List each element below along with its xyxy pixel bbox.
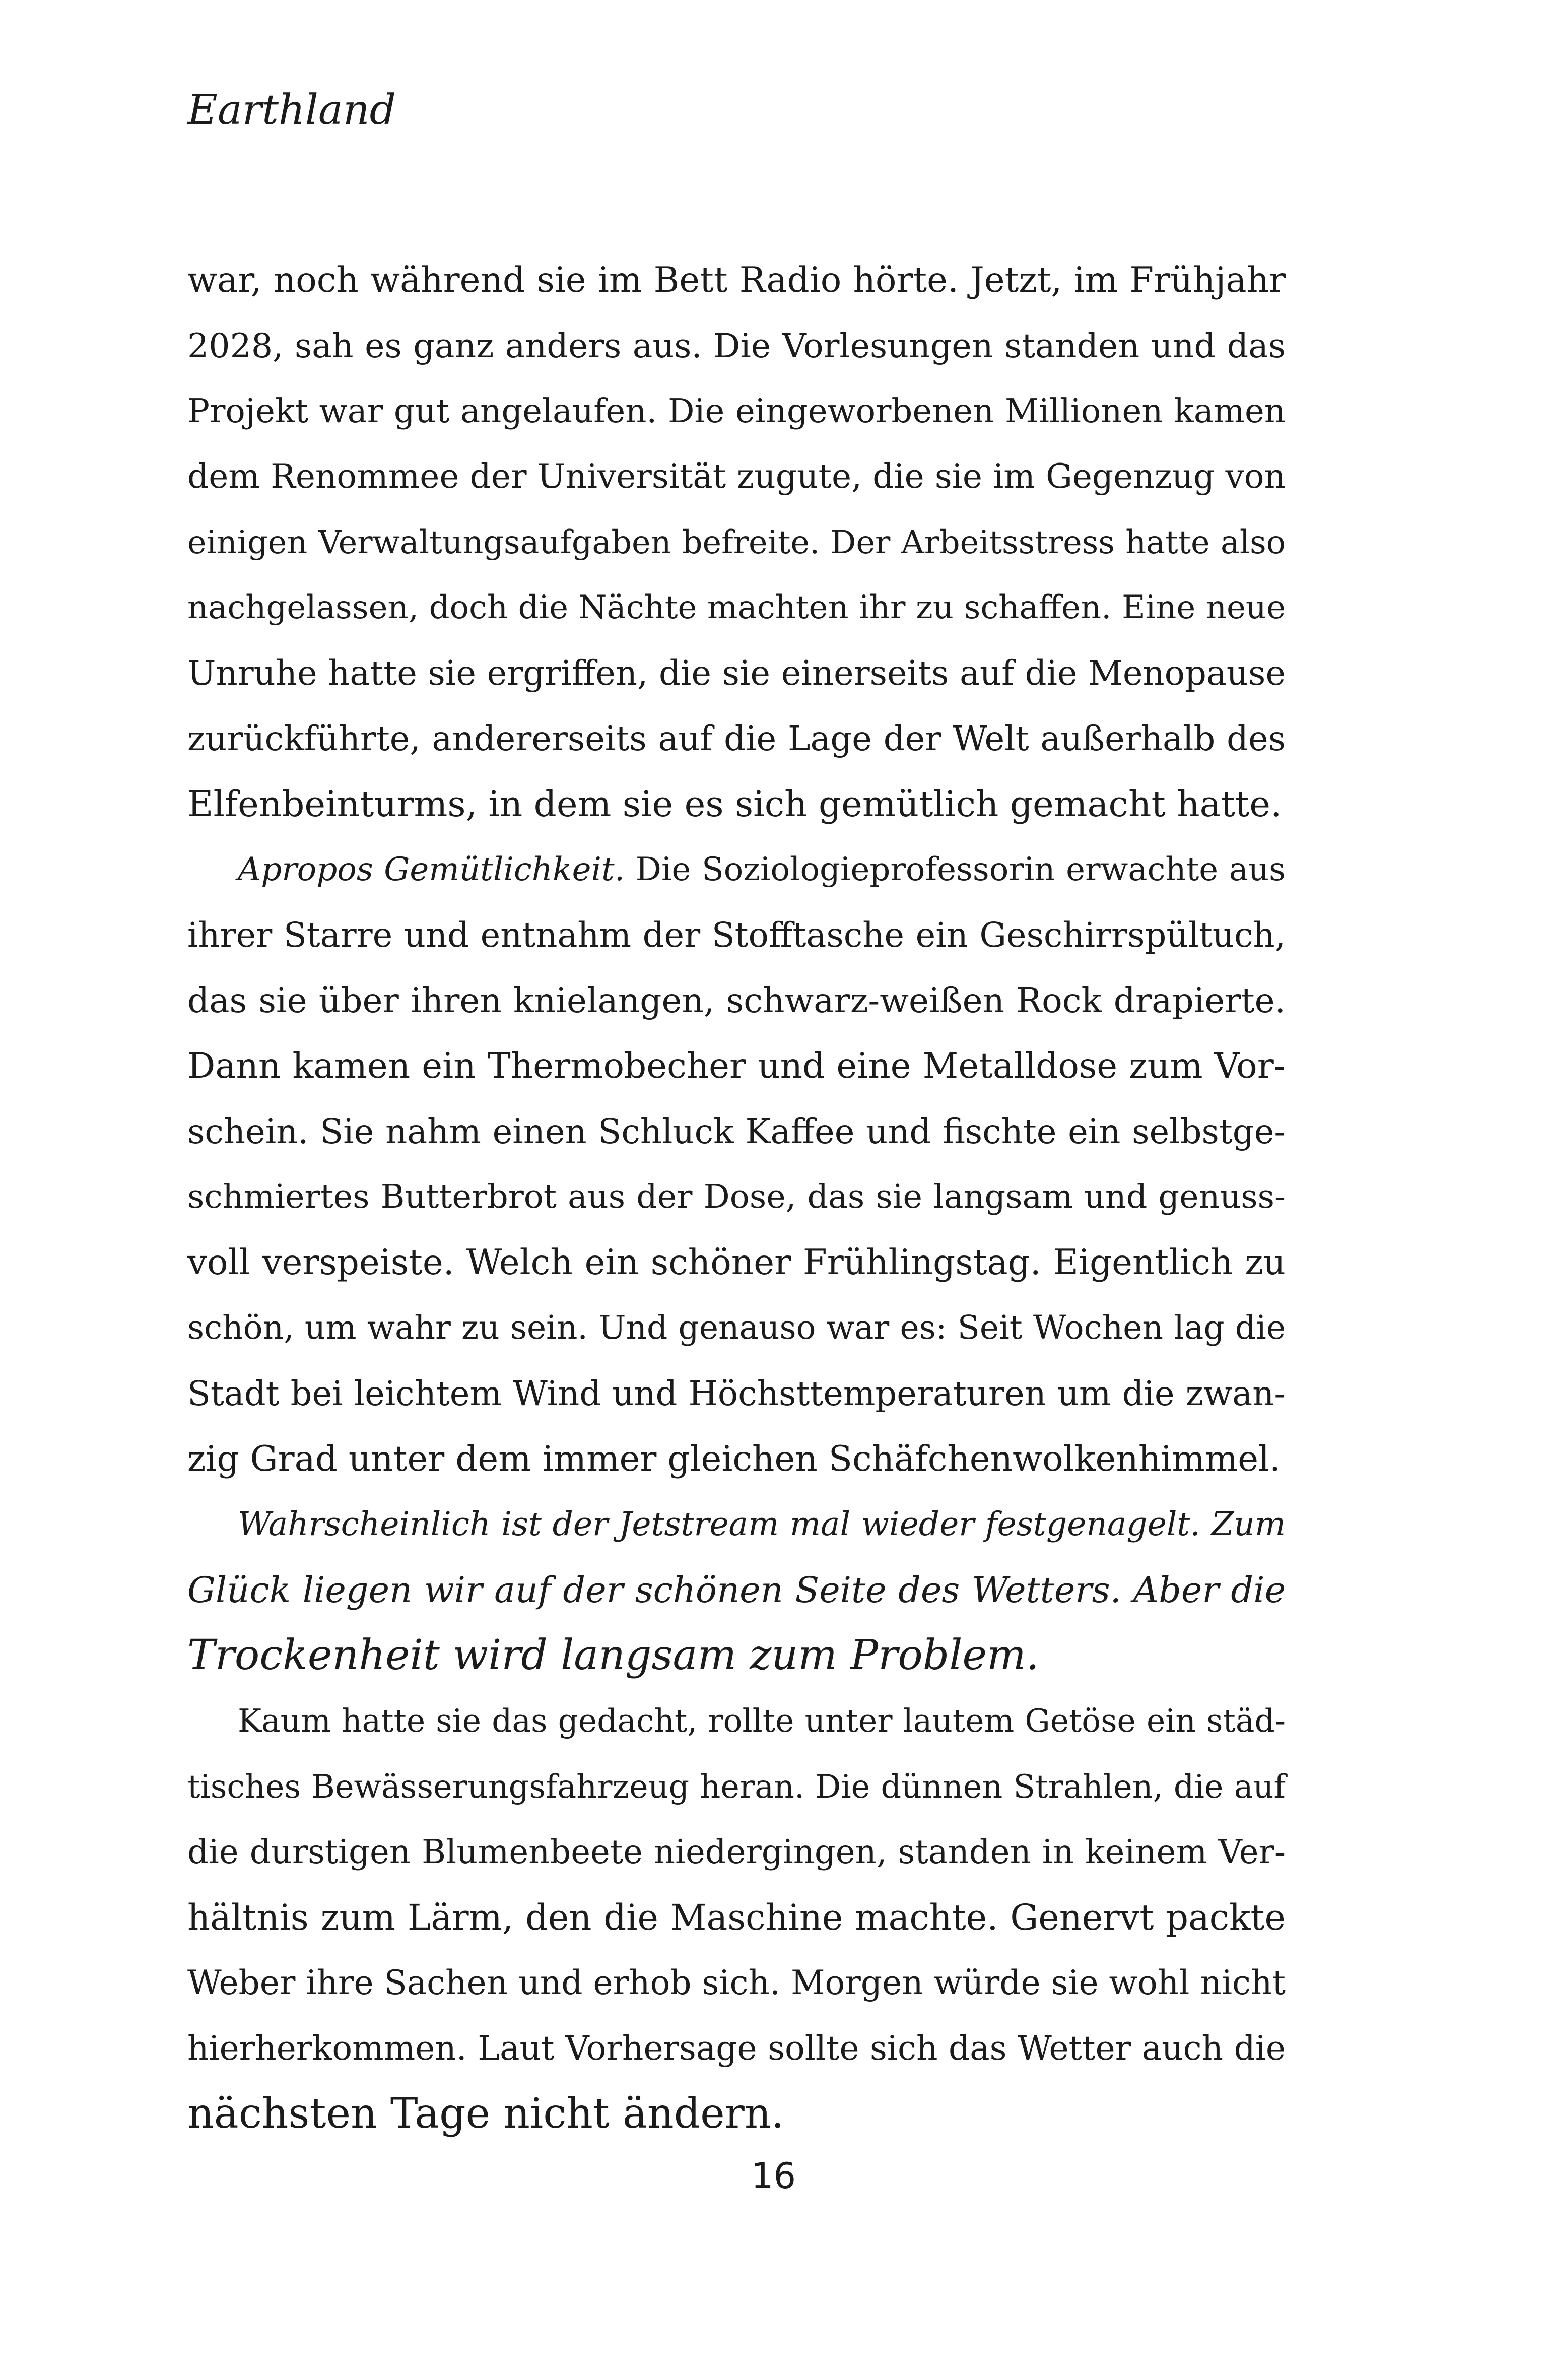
text-line: Wahrscheinlich ist der Jetstream mal wieder festgenagelt. Zum <box>238 1505 1286 1543</box>
text-line: Elfenbeinturms, in dem sie es sich gemütlich gemacht hatte. <box>187 783 1282 825</box>
text-line: Glück liegen wir auf der schönen Seite des Wetters. Aber die <box>187 1569 1286 1611</box>
text-line: schön, um wahr zu sein. Und genauso war es: Seit Wochen lag die <box>187 1309 1286 1347</box>
body-text <box>187 247 1286 2147</box>
text-line: 2028, sah es ganz anders aus. Die Vorlesungen standen und das <box>187 326 1286 365</box>
italic-lead: Apropos Gemütlichkeit. <box>238 851 625 888</box>
text-line: Trockenheit wird langsam zum Problem. <box>187 1631 1039 1679</box>
text-line: war, noch während sie im Bett Radio hörte. Jetzt, im Frühjahr <box>187 260 1286 300</box>
text-line: ihrer Starre und entnahm der Stofftasche ein Geschirrspültuch, <box>187 915 1286 955</box>
text-line: einigen Verwaltungsaufgaben befreite. Der Arbeitsstress hatte also <box>187 523 1286 561</box>
paragraph-1 <box>187 247 1286 837</box>
text-line: Unruhe hatte sie ergriffen, die sie einerseits auf die Menopause <box>187 653 1286 693</box>
paragraph-3-italic <box>187 1492 1286 1688</box>
paragraph-2 <box>187 837 1286 1492</box>
text-line: Kaum hatte sie das gedacht, rollte unter lautem Getöse ein städ- <box>238 1702 1286 1739</box>
paragraph-4 <box>187 1688 1286 2147</box>
text-line: Weber ihre Sachen und erhob sich. Morgen würde sie wohl nicht <box>187 1963 1286 2002</box>
text-line: zurückführte, andererseits auf die Lage der Welt außerhalb des <box>187 719 1286 758</box>
text-line: dem Renommee der Universität zugute, die sie im Gegenzug von <box>187 457 1286 496</box>
text-line: Projekt war gut angelaufen. Die eingeworbenen Millionen kamen <box>187 392 1286 430</box>
page-number: 16 <box>751 2155 796 2197</box>
text-run: Die Soziologieprofessorin erwachte aus <box>625 851 1286 888</box>
text-line: die durstigen Blumenbeete niedergingen, standen in keinem Ver- <box>187 1833 1286 1871</box>
text-line: das sie über ihren knielangen, schwarz-weißen Rock drapierte. <box>187 980 1286 1020</box>
text-line: schmiertes Butterbrot aus der Dose, das sie langsam und genuss- <box>187 1178 1286 1216</box>
running-head: Earthland <box>187 86 396 134</box>
text-line: zig Grad unter dem immer gleichen Schäfchenwolkenhimmel. <box>187 1439 1281 1479</box>
text-line <box>187 837 1286 902</box>
text-line: tisches Bewässerungsfahrzeug heran. Die dünnen Strahlen, die auf <box>187 1768 1286 1805</box>
text-line: Dann kamen ein Thermobecher und eine Metalldose zum Vor- <box>187 1046 1286 1086</box>
text-line: nächsten Tage nicht ändern. <box>187 2090 784 2138</box>
text-line: voll verspeiste. Welch ein schöner Frühlingstag. Eigentlich zu <box>187 1242 1286 1283</box>
text-line: hältnis zum Lärm, den die Maschine machte. Genervt packte <box>187 1897 1286 1938</box>
text-line: nachgelassen, doch die Nächte machten ihr zu schaffen. Eine neue <box>187 589 1286 626</box>
text-line: schein. Sie nahm einen Schluck Kaffee und fischte ein selbstge- <box>187 1112 1286 1151</box>
text-line: Stadt bei leichtem Wind und Höchsttemperaturen um die zwan- <box>187 1374 1286 1413</box>
text-line: hierherkommen. Laut Vorhersage sollte sich das Wetter auch die <box>187 2029 1286 2068</box>
